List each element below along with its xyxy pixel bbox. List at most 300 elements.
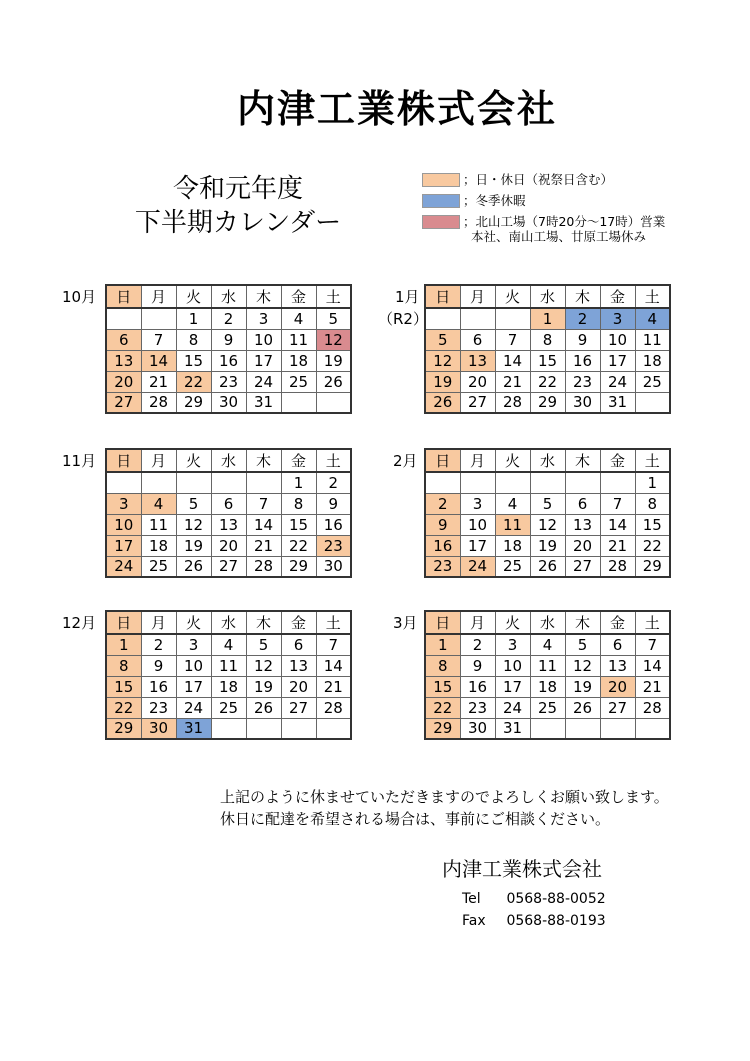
day-cell: 27 bbox=[460, 392, 495, 413]
day-cell: 2 bbox=[565, 308, 600, 329]
day-cell: 24 bbox=[176, 697, 211, 718]
day-cell: 27 bbox=[600, 697, 635, 718]
calendar-feb bbox=[424, 448, 671, 578]
legend-label-holiday: ；日・休日（祝祭日含む） bbox=[463, 172, 614, 187]
empty-day-cell bbox=[281, 392, 316, 413]
week-row bbox=[106, 493, 351, 514]
day-cell: 15 bbox=[281, 514, 316, 535]
weekday-header: 月 bbox=[141, 449, 176, 472]
day-cell: 24 bbox=[495, 697, 530, 718]
day-cell: 29 bbox=[106, 718, 141, 739]
day-cell: 19 bbox=[565, 676, 600, 697]
week-row bbox=[425, 493, 670, 514]
day-cell: 15 bbox=[106, 676, 141, 697]
month-label-nov: 11月 bbox=[62, 452, 97, 470]
empty-day-cell bbox=[530, 718, 565, 739]
day-cell: 9 bbox=[316, 493, 351, 514]
weekday-header: 火 bbox=[176, 285, 211, 308]
day-cell: 2 bbox=[141, 634, 176, 655]
day-cell: 27 bbox=[281, 697, 316, 718]
tel-number: 0568-88-0052 bbox=[506, 891, 606, 907]
month-label-mar: 3月 bbox=[393, 614, 418, 632]
weekday-header: 水 bbox=[530, 285, 565, 308]
legend-label-winter: ；冬季休暇 bbox=[463, 193, 526, 208]
day-cell: 23 bbox=[460, 697, 495, 718]
day-cell: 6 bbox=[600, 634, 635, 655]
day-cell: 3 bbox=[246, 308, 281, 329]
day-cell: 12 bbox=[316, 329, 351, 350]
day-cell: 2 bbox=[316, 472, 351, 493]
day-cell: 27 bbox=[106, 392, 141, 413]
weekday-header: 月 bbox=[141, 611, 176, 634]
calendar-mar bbox=[424, 610, 671, 740]
day-cell: 1 bbox=[106, 634, 141, 655]
day-cell: 10 bbox=[460, 514, 495, 535]
empty-day-cell bbox=[425, 472, 460, 493]
day-cell: 30 bbox=[211, 392, 246, 413]
empty-day-cell bbox=[176, 472, 211, 493]
day-cell: 24 bbox=[460, 556, 495, 577]
day-cell: 3 bbox=[460, 493, 495, 514]
day-cell: 17 bbox=[176, 676, 211, 697]
day-cell: 30 bbox=[316, 556, 351, 577]
day-cell: 29 bbox=[425, 718, 460, 739]
week-row bbox=[425, 655, 670, 676]
empty-day-cell bbox=[141, 308, 176, 329]
empty-day-cell bbox=[211, 718, 246, 739]
weekday-header: 水 bbox=[530, 449, 565, 472]
day-cell: 10 bbox=[106, 514, 141, 535]
week-row bbox=[425, 676, 670, 697]
month-label-jan: 1月 bbox=[395, 288, 420, 306]
day-cell: 21 bbox=[141, 371, 176, 392]
calendar-jan bbox=[424, 284, 671, 414]
day-cell: 1 bbox=[635, 472, 670, 493]
day-cell: 8 bbox=[106, 655, 141, 676]
week-row bbox=[106, 718, 351, 739]
weekday-header: 木 bbox=[246, 611, 281, 634]
week-row bbox=[106, 392, 351, 413]
day-cell: 18 bbox=[141, 535, 176, 556]
weekday-header: 日 bbox=[106, 285, 141, 308]
empty-day-cell bbox=[316, 392, 351, 413]
notice-line-1: 上記のように休ませていただきますのでよろしくお願い致します。 bbox=[220, 788, 669, 806]
tel-row bbox=[462, 888, 606, 910]
day-cell: 13 bbox=[600, 655, 635, 676]
day-cell: 22 bbox=[530, 371, 565, 392]
day-cell: 11 bbox=[281, 329, 316, 350]
weekday-header: 火 bbox=[495, 285, 530, 308]
day-cell: 7 bbox=[316, 634, 351, 655]
day-cell: 6 bbox=[460, 329, 495, 350]
weekday-header: 土 bbox=[316, 449, 351, 472]
tel-label: Tel bbox=[462, 891, 481, 907]
weekday-header: 水 bbox=[211, 611, 246, 634]
day-cell: 15 bbox=[530, 350, 565, 371]
day-cell: 23 bbox=[316, 535, 351, 556]
day-cell: 13 bbox=[281, 655, 316, 676]
empty-day-cell bbox=[106, 472, 141, 493]
day-cell: 25 bbox=[635, 371, 670, 392]
day-cell: 10 bbox=[495, 655, 530, 676]
day-cell: 4 bbox=[281, 308, 316, 329]
week-row bbox=[106, 350, 351, 371]
day-cell: 25 bbox=[141, 556, 176, 577]
day-cell: 17 bbox=[460, 535, 495, 556]
footer-company: 内津工業株式会社 bbox=[442, 857, 602, 881]
day-cell: 9 bbox=[460, 655, 495, 676]
day-cell: 29 bbox=[530, 392, 565, 413]
company-title: 内津工業株式会社 bbox=[236, 87, 557, 131]
day-cell: 21 bbox=[316, 676, 351, 697]
weekday-header: 木 bbox=[246, 285, 281, 308]
day-cell: 12 bbox=[425, 350, 460, 371]
weekday-header-row bbox=[425, 285, 670, 308]
day-cell: 1 bbox=[530, 308, 565, 329]
weekday-header-row bbox=[106, 285, 351, 308]
day-cell: 3 bbox=[106, 493, 141, 514]
day-cell: 1 bbox=[281, 472, 316, 493]
day-cell: 17 bbox=[600, 350, 635, 371]
day-cell: 23 bbox=[141, 697, 176, 718]
weekday-header: 金 bbox=[281, 611, 316, 634]
week-row bbox=[106, 329, 351, 350]
day-cell: 25 bbox=[211, 697, 246, 718]
day-cell: 26 bbox=[316, 371, 351, 392]
week-row bbox=[106, 697, 351, 718]
day-cell: 9 bbox=[211, 329, 246, 350]
week-row bbox=[425, 329, 670, 350]
legend-label-special-line2: 本社、南山工場、廿原工場休み bbox=[471, 229, 647, 244]
day-cell: 27 bbox=[211, 556, 246, 577]
day-cell: 1 bbox=[425, 634, 460, 655]
day-cell: 31 bbox=[495, 718, 530, 739]
day-cell: 4 bbox=[141, 493, 176, 514]
weekday-header: 火 bbox=[176, 449, 211, 472]
day-cell: 5 bbox=[316, 308, 351, 329]
day-cell: 27 bbox=[565, 556, 600, 577]
weekday-header: 木 bbox=[565, 449, 600, 472]
weekday-header: 金 bbox=[600, 285, 635, 308]
empty-day-cell bbox=[530, 472, 565, 493]
day-cell: 20 bbox=[600, 676, 635, 697]
weekday-header: 月 bbox=[460, 449, 495, 472]
day-cell: 17 bbox=[495, 676, 530, 697]
day-cell: 20 bbox=[106, 371, 141, 392]
day-cell: 26 bbox=[565, 697, 600, 718]
day-cell: 5 bbox=[176, 493, 211, 514]
empty-day-cell bbox=[316, 718, 351, 739]
day-cell: 28 bbox=[635, 697, 670, 718]
day-cell: 10 bbox=[246, 329, 281, 350]
week-row bbox=[106, 308, 351, 329]
subtitle-line-2: 下半期カレンダー bbox=[134, 208, 342, 238]
day-cell: 9 bbox=[425, 514, 460, 535]
day-cell: 28 bbox=[141, 392, 176, 413]
day-cell: 6 bbox=[281, 634, 316, 655]
weekday-header: 火 bbox=[495, 611, 530, 634]
empty-day-cell bbox=[565, 718, 600, 739]
day-cell: 19 bbox=[176, 535, 211, 556]
weekday-header-row bbox=[106, 449, 351, 472]
day-cell: 8 bbox=[281, 493, 316, 514]
empty-day-cell bbox=[495, 472, 530, 493]
day-cell: 5 bbox=[425, 329, 460, 350]
day-cell: 3 bbox=[600, 308, 635, 329]
notice-line-2: 休日に配達を希望される場合は、事前にご相談ください。 bbox=[220, 810, 611, 828]
day-cell: 14 bbox=[495, 350, 530, 371]
weekday-header: 日 bbox=[425, 449, 460, 472]
weekday-header: 土 bbox=[316, 611, 351, 634]
day-cell: 19 bbox=[425, 371, 460, 392]
week-row bbox=[106, 371, 351, 392]
day-cell: 21 bbox=[600, 535, 635, 556]
day-cell: 28 bbox=[316, 697, 351, 718]
day-cell: 25 bbox=[495, 556, 530, 577]
empty-day-cell bbox=[246, 472, 281, 493]
day-cell: 6 bbox=[106, 329, 141, 350]
month-note-jan: （R2） bbox=[378, 310, 428, 328]
day-cell: 29 bbox=[176, 392, 211, 413]
day-cell: 19 bbox=[246, 676, 281, 697]
day-cell: 18 bbox=[211, 676, 246, 697]
week-row bbox=[106, 472, 351, 493]
day-cell: 13 bbox=[460, 350, 495, 371]
weekday-header: 日 bbox=[425, 285, 460, 308]
day-cell: 21 bbox=[635, 676, 670, 697]
legend-swatch-holiday bbox=[422, 173, 460, 187]
month-label-dec: 12月 bbox=[62, 614, 97, 632]
empty-day-cell bbox=[246, 718, 281, 739]
day-cell: 17 bbox=[106, 535, 141, 556]
day-cell: 13 bbox=[565, 514, 600, 535]
weekday-header: 月 bbox=[460, 285, 495, 308]
weekday-header: 水 bbox=[530, 611, 565, 634]
empty-day-cell bbox=[211, 472, 246, 493]
day-cell: 4 bbox=[635, 308, 670, 329]
day-cell: 25 bbox=[281, 371, 316, 392]
weekday-header: 土 bbox=[635, 285, 670, 308]
empty-day-cell bbox=[635, 718, 670, 739]
weekday-header: 木 bbox=[565, 285, 600, 308]
week-row bbox=[106, 535, 351, 556]
day-cell: 7 bbox=[141, 329, 176, 350]
weekday-header: 金 bbox=[281, 285, 316, 308]
day-cell: 11 bbox=[530, 655, 565, 676]
day-cell: 13 bbox=[106, 350, 141, 371]
weekday-header: 木 bbox=[246, 449, 281, 472]
weekday-header: 月 bbox=[141, 285, 176, 308]
week-row bbox=[425, 697, 670, 718]
day-cell: 20 bbox=[211, 535, 246, 556]
day-cell: 11 bbox=[141, 514, 176, 535]
week-row bbox=[425, 392, 670, 413]
weekday-header: 金 bbox=[600, 449, 635, 472]
week-row bbox=[425, 308, 670, 329]
weekday-header: 日 bbox=[106, 611, 141, 634]
weekday-header: 土 bbox=[635, 611, 670, 634]
day-cell: 13 bbox=[211, 514, 246, 535]
legend-swatch-special bbox=[422, 215, 460, 229]
day-cell: 22 bbox=[106, 697, 141, 718]
day-cell: 12 bbox=[246, 655, 281, 676]
day-cell: 16 bbox=[141, 676, 176, 697]
day-cell: 22 bbox=[176, 371, 211, 392]
weekday-header-row bbox=[425, 449, 670, 472]
weekday-header: 木 bbox=[565, 611, 600, 634]
day-cell: 19 bbox=[530, 535, 565, 556]
day-cell: 22 bbox=[281, 535, 316, 556]
weekday-header: 日 bbox=[425, 611, 460, 634]
day-cell: 15 bbox=[176, 350, 211, 371]
day-cell: 28 bbox=[495, 392, 530, 413]
empty-day-cell bbox=[635, 392, 670, 413]
subtitle-line-1: 令和元年度 bbox=[172, 174, 303, 204]
day-cell: 1 bbox=[176, 308, 211, 329]
fax-label: Fax bbox=[462, 913, 486, 929]
weekday-header: 土 bbox=[316, 285, 351, 308]
day-cell: 15 bbox=[425, 676, 460, 697]
day-cell: 14 bbox=[246, 514, 281, 535]
weekday-header: 水 bbox=[211, 285, 246, 308]
day-cell: 28 bbox=[246, 556, 281, 577]
week-row bbox=[425, 371, 670, 392]
day-cell: 7 bbox=[600, 493, 635, 514]
empty-day-cell bbox=[460, 472, 495, 493]
day-cell: 18 bbox=[495, 535, 530, 556]
weekday-header: 月 bbox=[460, 611, 495, 634]
day-cell: 8 bbox=[635, 493, 670, 514]
day-cell: 31 bbox=[176, 718, 211, 739]
legend-label-special: ；北山工場（7時20分～17時）営業 bbox=[463, 214, 666, 229]
day-cell: 31 bbox=[600, 392, 635, 413]
day-cell: 11 bbox=[211, 655, 246, 676]
day-cell: 10 bbox=[600, 329, 635, 350]
week-row bbox=[106, 514, 351, 535]
day-cell: 23 bbox=[425, 556, 460, 577]
day-cell: 20 bbox=[281, 676, 316, 697]
day-cell: 17 bbox=[246, 350, 281, 371]
day-cell: 23 bbox=[565, 371, 600, 392]
week-row bbox=[425, 472, 670, 493]
weekday-header: 金 bbox=[600, 611, 635, 634]
week-row bbox=[106, 556, 351, 577]
empty-day-cell bbox=[565, 472, 600, 493]
day-cell: 16 bbox=[425, 535, 460, 556]
day-cell: 2 bbox=[425, 493, 460, 514]
notice bbox=[220, 786, 669, 830]
week-row bbox=[425, 535, 670, 556]
day-cell: 29 bbox=[281, 556, 316, 577]
day-cell: 8 bbox=[530, 329, 565, 350]
day-cell: 25 bbox=[530, 697, 565, 718]
day-cell: 26 bbox=[246, 697, 281, 718]
weekday-header: 日 bbox=[106, 449, 141, 472]
day-cell: 30 bbox=[460, 718, 495, 739]
calendar-dec bbox=[105, 610, 352, 740]
day-cell: 6 bbox=[211, 493, 246, 514]
day-cell: 16 bbox=[316, 514, 351, 535]
day-cell: 7 bbox=[495, 329, 530, 350]
day-cell: 16 bbox=[565, 350, 600, 371]
weekday-header: 金 bbox=[281, 449, 316, 472]
day-cell: 7 bbox=[635, 634, 670, 655]
month-label-oct: 10月 bbox=[62, 288, 97, 306]
day-cell: 26 bbox=[425, 392, 460, 413]
day-cell: 12 bbox=[176, 514, 211, 535]
day-cell: 5 bbox=[565, 634, 600, 655]
empty-day-cell bbox=[495, 308, 530, 329]
calendar-nov bbox=[105, 448, 352, 578]
day-cell: 22 bbox=[425, 697, 460, 718]
day-cell: 14 bbox=[141, 350, 176, 371]
day-cell: 30 bbox=[565, 392, 600, 413]
week-row bbox=[425, 514, 670, 535]
day-cell: 15 bbox=[635, 514, 670, 535]
weekday-header: 火 bbox=[495, 449, 530, 472]
day-cell: 14 bbox=[316, 655, 351, 676]
day-cell: 12 bbox=[565, 655, 600, 676]
day-cell: 4 bbox=[530, 634, 565, 655]
calendar-oct bbox=[105, 284, 352, 414]
day-cell: 26 bbox=[530, 556, 565, 577]
week-row bbox=[106, 655, 351, 676]
empty-day-cell bbox=[281, 718, 316, 739]
week-row bbox=[425, 718, 670, 739]
day-cell: 21 bbox=[495, 371, 530, 392]
day-cell: 16 bbox=[460, 676, 495, 697]
day-cell: 29 bbox=[635, 556, 670, 577]
week-row bbox=[425, 556, 670, 577]
day-cell: 12 bbox=[530, 514, 565, 535]
day-cell: 26 bbox=[176, 556, 211, 577]
day-cell: 6 bbox=[565, 493, 600, 514]
day-cell: 2 bbox=[460, 634, 495, 655]
day-cell: 10 bbox=[176, 655, 211, 676]
day-cell: 21 bbox=[246, 535, 281, 556]
day-cell: 4 bbox=[211, 634, 246, 655]
month-label-feb: 2月 bbox=[393, 452, 418, 470]
day-cell: 14 bbox=[635, 655, 670, 676]
week-row bbox=[425, 634, 670, 655]
day-cell: 14 bbox=[600, 514, 635, 535]
empty-day-cell bbox=[460, 308, 495, 329]
empty-day-cell bbox=[106, 308, 141, 329]
day-cell: 24 bbox=[246, 371, 281, 392]
day-cell: 18 bbox=[635, 350, 670, 371]
weekday-header-row bbox=[106, 611, 351, 634]
day-cell: 8 bbox=[425, 655, 460, 676]
day-cell: 11 bbox=[635, 329, 670, 350]
legend-swatch-winter bbox=[422, 194, 460, 208]
day-cell: 24 bbox=[106, 556, 141, 577]
day-cell: 11 bbox=[495, 514, 530, 535]
empty-day-cell bbox=[425, 308, 460, 329]
calendar-subtitle bbox=[108, 172, 368, 240]
day-cell: 9 bbox=[565, 329, 600, 350]
day-cell: 9 bbox=[141, 655, 176, 676]
day-cell: 5 bbox=[530, 493, 565, 514]
week-row bbox=[106, 676, 351, 697]
contact-info bbox=[462, 888, 606, 932]
empty-day-cell bbox=[600, 718, 635, 739]
day-cell: 16 bbox=[211, 350, 246, 371]
day-cell: 7 bbox=[246, 493, 281, 514]
week-row bbox=[425, 350, 670, 371]
day-cell: 18 bbox=[281, 350, 316, 371]
weekday-header: 火 bbox=[176, 611, 211, 634]
day-cell: 23 bbox=[211, 371, 246, 392]
